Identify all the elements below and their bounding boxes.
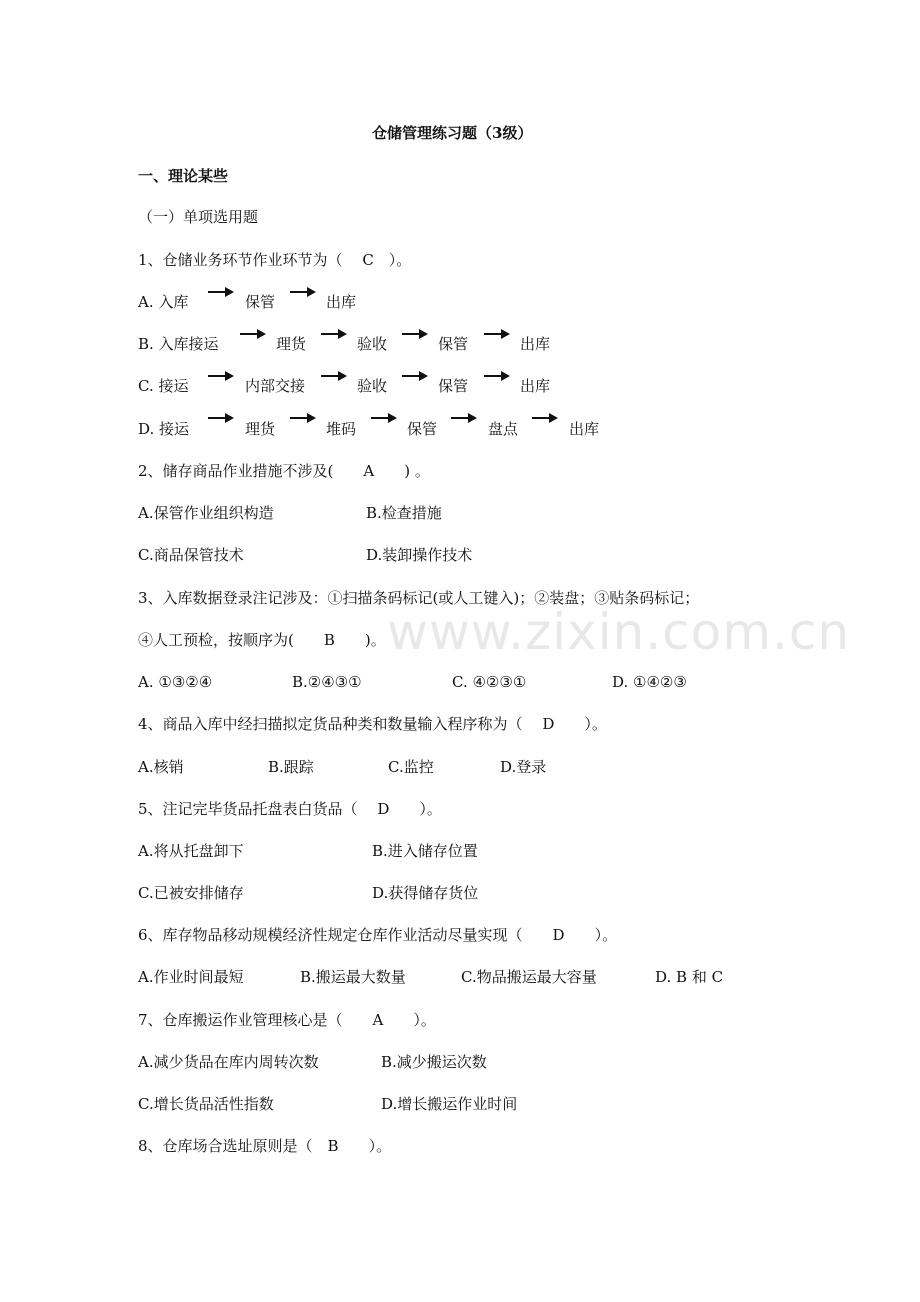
flow-step: C. 接运 xyxy=(138,377,189,395)
question-1-stem: 1、仓储业务环节作业环节为（ C ）。 xyxy=(138,251,412,269)
arrow-right-icon xyxy=(371,413,397,423)
question-2-stem: 2、储存商品作业措施不涉及( A ) 。 xyxy=(138,462,430,480)
question-7-option-b: B.减少搬运次数 xyxy=(381,1053,487,1071)
flow-step: 出库 xyxy=(569,420,600,438)
watermark: www.zixin.com.cn xyxy=(387,603,851,661)
section-heading: 一、理论某些 xyxy=(138,167,229,185)
flow-step: 出库 xyxy=(520,335,551,353)
arrow-right-icon xyxy=(451,413,477,423)
arrow-right-icon xyxy=(402,329,428,339)
flow-step: A. 入库 xyxy=(138,293,189,311)
flow-step: 验收 xyxy=(357,377,388,395)
arrow-right-icon xyxy=(208,287,234,297)
question-3-stem-line-1: 3、入库数据登录注记涉及：①扫描条码标记(或人工键入)；②装盘；③贴条码标记； xyxy=(138,589,700,607)
arrow-right-icon xyxy=(484,371,510,381)
question-6-option-a: A.作业时间最短 xyxy=(138,968,244,986)
question-3-option-a: A. ①③②④ xyxy=(138,673,213,691)
arrow-right-icon xyxy=(208,371,234,381)
question-5-option-b: B.进入储存位置 xyxy=(372,842,478,860)
flow-step: 理货 xyxy=(245,420,276,438)
question-2-option-a: A.保管作业组织构造 xyxy=(138,504,274,522)
flow-step: 出库 xyxy=(520,377,551,395)
question-6-option-c: C.物品搬运最大容量 xyxy=(461,968,597,986)
question-2-option-c: C.商品保管技术 xyxy=(138,546,244,564)
question-6-option-b: B.搬运最大数量 xyxy=(300,968,406,986)
flow-step: 保管 xyxy=(438,335,469,353)
arrow-right-icon xyxy=(402,371,428,381)
question-2-option-b: B.检查措施 xyxy=(366,504,442,522)
flow-step: 内部交接 xyxy=(245,377,306,395)
question-7-option-c: C.增长货品活性指数 xyxy=(138,1095,274,1113)
arrow-right-icon xyxy=(532,413,558,423)
question-7-stem: 7、仓库搬运作业管理核心是（ A ）。 xyxy=(138,1011,436,1029)
question-6-option-d: D. B 和 C xyxy=(655,968,724,986)
arrow-right-icon xyxy=(321,329,347,339)
question-6-stem: 6、库存物品移动规模经济性规定仓库作业活动尽量实现（ D ）。 xyxy=(138,926,618,944)
question-5-option-a: A.将从托盘卸下 xyxy=(138,842,244,860)
subsection-heading: （一）单项选用题 xyxy=(138,208,259,226)
question-4-stem: 4、商品入库中经扫描拟定货品种类和数量输入程序称为（ D ）。 xyxy=(138,715,607,733)
flow-step: 保管 xyxy=(407,420,438,438)
question-3-stem-line-2: ④人工预检，按顺序为( B )。 xyxy=(138,631,386,649)
flow-step: 保管 xyxy=(245,293,276,311)
question-5-option-d: D.获得储存货位 xyxy=(372,884,479,902)
question-8-stem: 8、仓库场合选址原则是（ B ）。 xyxy=(138,1137,392,1155)
question-3-option-d: D. ①④②③ xyxy=(612,673,687,691)
question-3-option-c: C. ④②③① xyxy=(452,673,527,691)
arrow-right-icon xyxy=(240,329,266,339)
arrow-right-icon xyxy=(321,371,347,381)
question-4-option-d: D.登录 xyxy=(500,758,547,776)
question-4-option-b: B.跟踪 xyxy=(268,758,314,776)
document-title: 仓储管理练习题（3级） xyxy=(372,124,533,142)
question-3-option-b: B.②④③① xyxy=(292,673,362,691)
question-7-option-d: D.增长搬运作业时间 xyxy=(381,1095,518,1113)
question-5-stem: 5、注记完毕货品托盘表白货品（ D ）。 xyxy=(138,800,442,818)
flow-step: 验收 xyxy=(357,335,388,353)
arrow-right-icon xyxy=(290,287,316,297)
arrow-right-icon xyxy=(290,413,316,423)
flow-step: 保管 xyxy=(438,377,469,395)
flow-step: D. 接运 xyxy=(138,420,190,438)
question-4-option-c: C.监控 xyxy=(388,758,434,776)
question-4-option-a: A.核销 xyxy=(138,758,184,776)
flow-step: 理货 xyxy=(276,335,307,353)
flow-step: 出库 xyxy=(326,293,357,311)
question-5-option-c: C.已被安排储存 xyxy=(138,884,244,902)
flow-step: 堆码 xyxy=(326,420,357,438)
flow-step: B. 入库接运 xyxy=(138,335,219,353)
question-7-option-a: A.减少货品在库内周转次数 xyxy=(138,1053,319,1071)
arrow-right-icon xyxy=(208,413,234,423)
arrow-right-icon xyxy=(484,329,510,339)
question-2-option-d: D.装卸操作技术 xyxy=(366,546,473,564)
flow-step: 盘点 xyxy=(488,420,519,438)
